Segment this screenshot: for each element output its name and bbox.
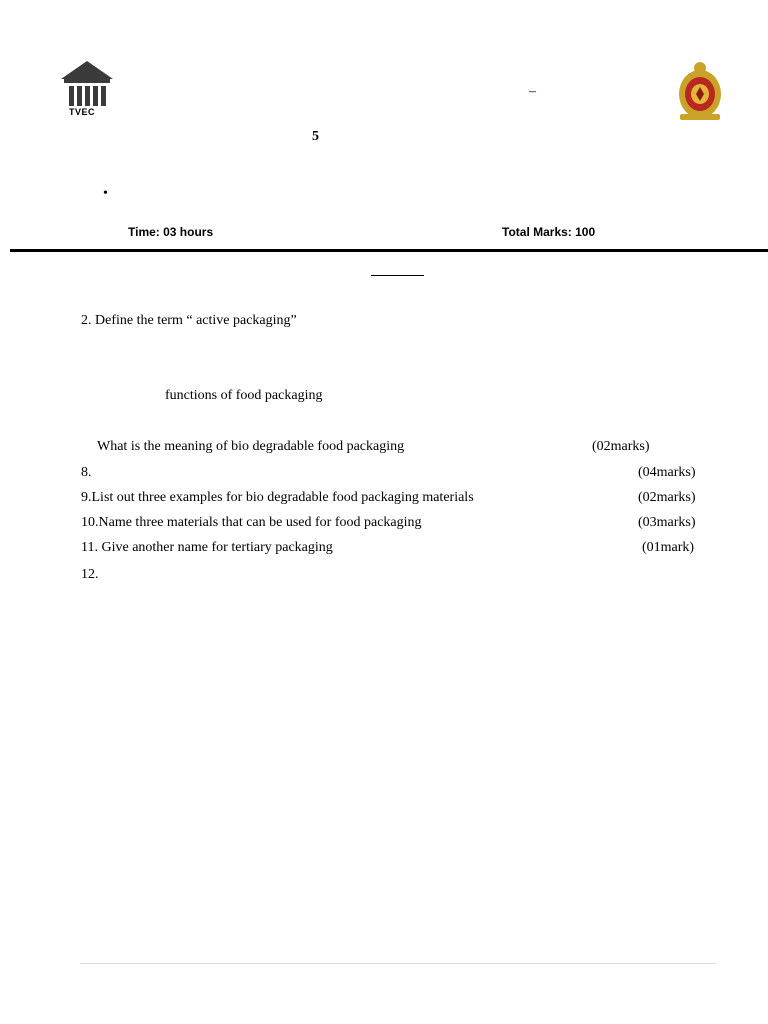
question-8: 8. (81, 465, 92, 480)
time-label: Time: 03 hours (128, 225, 214, 239)
marks-question-11: (01mark) (642, 540, 695, 555)
tvec-logo-text: TVEC (69, 107, 96, 117)
question-2: 2. Define the term “ active packaging” (81, 313, 297, 328)
header-dash: – (529, 84, 536, 99)
marks-bio-meaning: (02marks) (592, 439, 650, 454)
question-9: 9.List out three examples for bio degradable food packaging materials (81, 490, 474, 505)
total-marks-label: Total Marks: 100 (502, 225, 596, 239)
question-10: 10.Name three materials that can be used for food packaging (81, 515, 422, 530)
header-number: 5 (312, 129, 319, 144)
question-functions: functions of food packaging (165, 388, 323, 403)
marks-question-8: (04marks) (638, 465, 696, 480)
question-11: 11. Give another name for tertiary packaging (81, 540, 333, 555)
question-12: 12. (81, 567, 99, 582)
marks-question-9: (02marks) (638, 490, 696, 505)
national-emblem-icon (676, 60, 724, 122)
marks-question-10: (03marks) (638, 515, 696, 530)
footer-divider (80, 963, 716, 964)
bullet-point: • (103, 186, 108, 201)
section-underline (371, 275, 424, 276)
header-divider (10, 249, 768, 252)
question-bio-meaning: What is the meaning of bio degradable food packaging (97, 439, 405, 454)
